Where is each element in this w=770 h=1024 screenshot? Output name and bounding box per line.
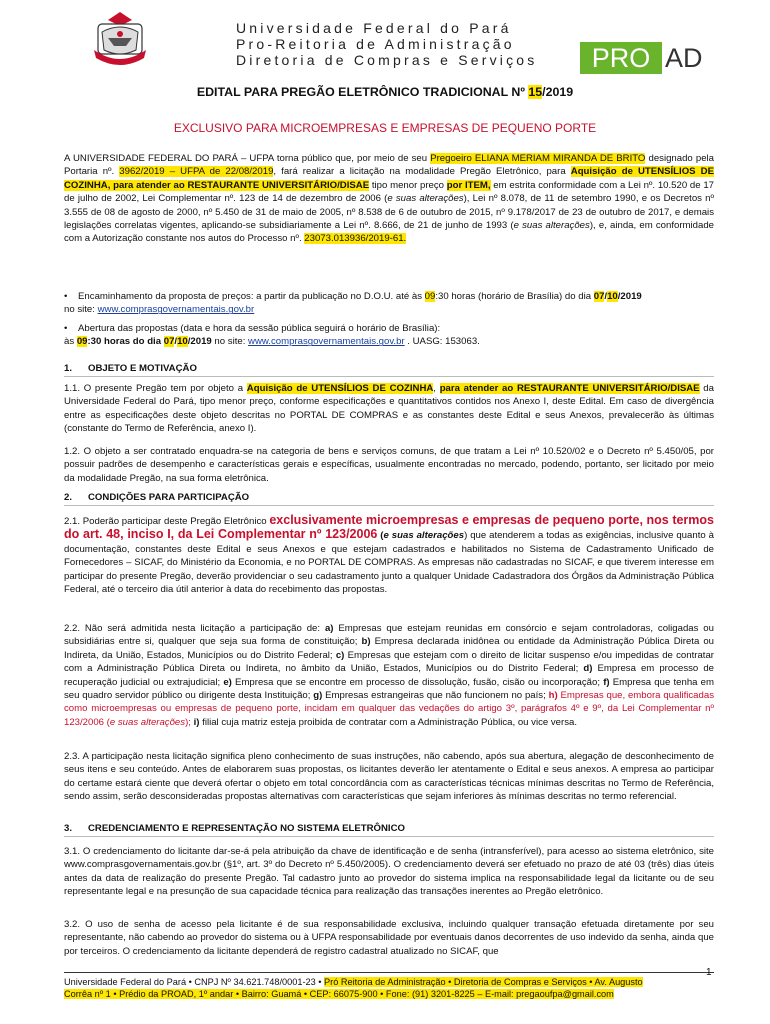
para-text: 2.2. Não será admitida nesta licitação a participação de: <box>64 623 325 634</box>
paragraph-1-1 <box>64 382 714 436</box>
footer-text: Universidade Federal do Pará • CNPJ Nº 34.621.748/0001-23 • <box>64 977 325 987</box>
intro-italic: e suas alterações <box>513 220 590 232</box>
para-letter: f) <box>603 676 610 688</box>
section-number: 1. <box>64 363 73 374</box>
header-institution <box>236 20 538 68</box>
ufpa-crest-logo <box>90 10 150 72</box>
bullet-hour: 09 <box>424 291 436 302</box>
section-number: 3. <box>64 823 73 834</box>
para-emphasis: exclusivamente microempresas e empresas de pequeno porte, nos termos do art. 48, inciso I, da Lei Complementar nº 123/2006 <box>64 513 714 542</box>
bullet-year: /2019 <box>617 291 642 302</box>
para-red-text: ); <box>185 716 194 728</box>
footer-divider <box>64 972 714 973</box>
bullet-text: Encaminhamento da proposta de preços: a partir da publicação no D.O.U. até às <box>78 291 425 302</box>
para-text: 2.1. Poderão participar deste Pregão Eletrônico <box>64 516 270 527</box>
section-heading-2 <box>64 491 714 506</box>
para-letter: g) <box>313 690 323 702</box>
para-red-italic: e suas alterações <box>109 716 186 728</box>
para-highlight: para atender ao RESTAURANTE UNIVERSITÁRIO/DISAE <box>439 383 700 394</box>
paragraph-2-1 <box>64 514 714 596</box>
para-text: Empresa que tenha em seu quadro servidor público ou dirigente desta Instituição; <box>64 676 714 702</box>
para-text: ) que atenderem a todas as exigências, inclusive quanto à documentação, constantes deste Edital e seus Anexos e que estejam cadastrados e habilitados no Sistema de Cadastramento Unificado de Fornecedores – SICAF, do Ministério da Economia, e no PORTAL DE COMPRAS. As empresas não cadastradas no SICAF, e que tiverem interesse em participar do presente Pregão, deverão providenciar o seu cadastramento junto a qualquer Unidade Cadastradora dos Órgãos da Administração Pública Federal, até o terceiro dia útil anterior à data do recebimento das propostas. <box>64 530 714 596</box>
page-number: 1 <box>706 967 712 978</box>
para-letter: h) <box>548 690 558 702</box>
bullet-text: no site: <box>64 304 98 316</box>
intro-text: ), Lei nº 8.078, de 11 de setembro 1990, e os Decretos nº 3.555 de 08 de agosto de 2000, nº 5.450 de 31 de maio de 2005, nº 8.538 de 6 de outubro de 2015, nº 9.178/2017 de 23 de outubro de 2017, e demais legislações correlatas vigentes, aplicando-se subsidiariamente a Lei nº. 8.666, de 21 de junho de 1993 ( <box>64 193 714 232</box>
bullet-opening <box>64 322 714 349</box>
header-line-proreitoria: Pro-Reitoria de Administração <box>236 36 515 52</box>
para-letter: i) <box>193 716 200 728</box>
intro-text: , fará realizar a licitação na modalidade Pregão Eletrônico, para <box>273 166 571 178</box>
bullet-month: 10 <box>177 336 188 348</box>
section-title: CREDENCIAMENTO E REPRESENTAÇÃO NO SISTEMA ELETRÔNICO <box>88 823 405 834</box>
intro-pregoeiro: Pregoeiro ELIANA MERIAM MIRANDA DE BRITO <box>430 153 646 164</box>
intro-item: por ITEM, <box>446 179 491 191</box>
bullet-text: :30 horas (horário de Brasília) do dia <box>435 291 594 302</box>
para-letter: b) <box>361 636 371 648</box>
intro-objeto: Aquisição de UTENSÍLIOS DE COZINHA, para atender ao RESTAURANTE UNIVERSITÁRIO/DISAE <box>64 166 714 191</box>
para-text: Empresa declarada inidônea ou entidade da Administração Pública Direta ou Indireta, da União, Estados, Municípios ou do Distrito Federal; <box>64 636 714 661</box>
para-letter: a) <box>324 623 334 634</box>
link-comprasgovernamentais[interactable]: www.comprasgovernamentais.gov.br <box>97 304 255 316</box>
bullet-day: 07 <box>593 291 605 302</box>
para-text: Empresa que se encontre em processo de dissolução, fusão, cisão ou incorporação; <box>231 676 604 688</box>
page-footer <box>64 976 714 1001</box>
intro-text: A UNIVERSIDADE FEDERAL DO PARÁ – UFPA torna público que, por meio de seu <box>64 153 431 164</box>
paragraph-2-3: 2.3. A participação nesta licitação significa pleno conhecimento de suas instruções, não cabendo, após sua abertura, alegação de desconhecimento de seus itens e seu conteúdo. Antes de elaborarem suas propostas, os licitantes deverão ler atentamente o Edital e seus anexos. A empresa ao participar do certame estará ciente que deverá ofertar o objeto em total concordância com as características técnicas mínimas descritas no Termo de Referência, sendo assim, serão desconsideradas propostas alternativas com características que sejam inferiores às mínimas descritas no termo referencial. <box>64 751 714 803</box>
document-title <box>0 86 770 99</box>
para-highlight: Aquisição de UTENSÍLIOS DE COZINHA <box>246 383 434 394</box>
para-text: Empresas estrangeiras que não funcionem no país; <box>322 690 549 702</box>
paragraph-3-2: 3.2. O uso de senha de acesso pela licitante é de sua responsabilidade exclusiva, incluindo qualquer transação efetuada diretamente por seu representante, não cabendo ao provedor do sistema ou à UFPA responsabilidade por eventuais danos decorrentes de uso indevido da senha, ainda que por terceiros. O credenciamento da licitante dependerá de registro cadastral atualizado no SICAF, que <box>64 919 714 957</box>
intro-text: tipo menor preço <box>369 179 447 191</box>
section-heading-1 <box>64 362 714 377</box>
paragraph-2-2 <box>64 622 714 729</box>
proad-logo <box>580 42 714 74</box>
bullet-text: às <box>64 336 77 348</box>
intro-text: ), e, ainda, em conformidade com a Autorização constante nos autos do Processo nº. <box>64 220 714 245</box>
bullet-dot: • <box>64 291 79 302</box>
bullet-day: 07 <box>163 336 175 348</box>
para-red-text: Empresas que, embora qualificadas como microempresas ou empresas de pequeno porte, incidam em qualquer das vedações do artigo 3º, parágrafos 4º e 9º, da Lei Complementar nº 123/2006 ( <box>64 690 714 728</box>
para-text: ( <box>377 530 384 542</box>
title-number: 15 <box>528 85 543 99</box>
header-line-diretoria: Diretoria de Compras e Serviços <box>236 52 538 68</box>
para-letter: d) <box>583 663 593 675</box>
section-title: OBJETO E MOTIVAÇÃO <box>88 363 197 374</box>
footer-highlight: Pró Reitoria de Administração • Diretoria de Compras e Serviços • Av. Augusto <box>324 977 643 987</box>
para-letter: c) <box>335 649 345 661</box>
title-text: EDITAL PARA PREGÃO ELETRÔNICO TRADICIONAL Nº <box>196 85 529 99</box>
bullet-slash: / <box>174 336 178 348</box>
section-heading-3 <box>64 822 714 837</box>
header-line-university: Universidade Federal do Pará <box>236 20 512 36</box>
intro-paragraph <box>64 152 714 246</box>
bullet-uasg: . UASG: 153063. <box>404 336 480 348</box>
intro-processo: 23073.013936/2019-61. <box>304 233 407 245</box>
para-letter: e) <box>223 676 232 688</box>
bullet-hour: 09 <box>76 336 88 348</box>
bullet-dot: • <box>64 323 79 334</box>
intro-portaria: 3962/2019 – UFPA de 22/08/2019 <box>119 166 274 178</box>
intro-text: em estrita conformidade com a Lei nº. 10.520 de 17 de julho de 2002, Lei Complementar nº. 123 de 14 de dezembro de 2006 ( <box>64 179 715 205</box>
footer-address: Corrêa nº 1 • Prédio da PROAD, 1º andar • Bairro: Guamá • CEP: 66075-900 • Fone: (91) 3201-8225 – E-mail: pregaoufpa@gmail.com <box>64 989 614 1000</box>
proad-logo-pro: PRO <box>580 42 662 74</box>
para-italic: e suas alterações <box>383 530 465 542</box>
bullet-proposal-deadline <box>64 290 714 317</box>
proad-logo-ad: AD <box>665 43 703 73</box>
intro-text: designado pela Portaria nº. <box>64 153 714 178</box>
para-text: 1.1. O presente Pregão tem por objeto a <box>64 383 247 394</box>
bullet-text: :30 horas do dia <box>87 336 164 348</box>
para-text: Empresas que estejam reunidas em consórcio e sejam controladoras, coligadas ou subsidiárias entre si, qualquer que seja sua forma de constituição; <box>64 623 714 648</box>
paragraph-3-1: 3.1. O credenciamento do licitante dar-se-á pela atribuição da chave de identificação e de senha (intransferível), para acesso ao sistema eletrônico, site www.comprasgovernamentais.gov.br (§1º, art. 3º do Decreto nº 5.450/2005). O credenciamento deverá ser efetuado no prazo de até 03 (três) dias úteis antes da data de realização do presente Pregão. Tal cadastro junto ao provedor do sistema implica na responsabilidade legal da licitante ou de seu representante legal e na presunção de sua capacidade técnica para realização das transações inerentes ao Pregão eletrônico. <box>64 846 714 898</box>
para-text: Empresa em processo de recuperação judicial ou extrajudicial; <box>64 663 714 688</box>
bullet-year: /2019 <box>187 336 212 348</box>
bullet-month: 10 <box>607 291 618 302</box>
bullet-text: no site: <box>211 336 249 348</box>
para-text: Empresas que estejam com o direito de licitar suspenso e/ou impedidas de contratar com a Administração Pública Direta ou Indireta, no âmbito da União, Estados, Municípios ou do Distrito Federal; <box>64 649 714 675</box>
section-number: 2. <box>64 492 73 503</box>
intro-italic: e suas alterações <box>387 193 464 205</box>
bullet-text: Abertura das propostas (data e hora da sessão pública seguirá o horário de Brasília): <box>78 323 441 334</box>
title-year: /2019 <box>542 85 574 99</box>
para-text: , <box>433 383 440 394</box>
link-comprasgovernamentais-2[interactable]: www.comprasgovernamentais.gov.br <box>248 336 405 348</box>
paragraph-1-2: 1.2. O objeto a ser contratado enquadra-se na categoria de bens e serviços comuns, de que tratam a Lei nº 10.520/02 e o Decreto nº 5.450/05, por possuir padrões de desempenho e características gerais e específicas, usualmente encontradas no mercado, podendo, portanto, ser licitado por meio da modalidade Pregão, na sua forma eletrônica. <box>64 446 714 484</box>
para-text: filial cuja matriz esteja proibida de contratar com a Administração Pública, ou vice versa. <box>199 716 578 728</box>
section-title: CONDIÇÕES PARA PARTICIPAÇÃO <box>88 492 250 503</box>
para-text: da Universidade Federal do Pará, tipo menor preço, conforme especificações e quantitativos contidos nos Anexo I, deste Edital. Em caso de divergência entre as especificações deste objeto descritas no PORTAL DE COMPRAS e as constantes deste Edital e seus Anexos, prevalecerão às últimas (constante do Termo de Referência, anexo I). <box>64 383 714 435</box>
bullet-slash: / <box>604 291 608 302</box>
document-subtitle: EXCLUSIVO PARA MICROEMPRESAS E EMPRESAS DE PEQUENO PORTE <box>173 121 597 135</box>
